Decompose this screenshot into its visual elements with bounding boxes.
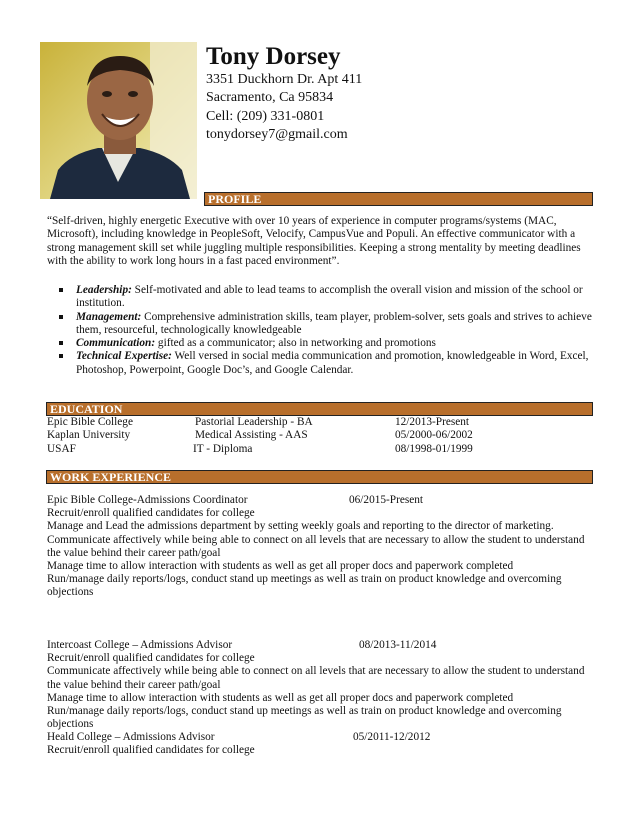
job-dates: 08/2013-11/2014 <box>359 639 437 651</box>
skill-label: Communication: <box>76 337 156 350</box>
degree: IT - Diploma <box>193 442 253 455</box>
email-address: tonydorsey7@gmail.com <box>206 126 348 142</box>
education-section-header: EDUCATION <box>46 402 593 416</box>
dates: 05/2000-06/2002 <box>395 429 473 442</box>
contact-block <box>206 71 362 144</box>
job-header <box>47 731 592 744</box>
profile-skills-list <box>47 284 592 377</box>
skill-label: Technical Expertise: <box>76 350 172 363</box>
work-section-header: WORK EXPERIENCE <box>46 470 593 484</box>
school-name: Kaplan University <box>47 429 131 442</box>
list-item <box>47 311 592 338</box>
bullet-icon <box>59 315 63 319</box>
school-name: USAF <box>47 442 76 455</box>
job-duty: Recruit/enroll qualified candidates for college <box>47 652 255 665</box>
profile-summary: “Self-driven, highly energetic Executive with over 10 years of experience in computer programs/systems (MAC, Microsoft), including knowledge in PeopleSoft, Velocify, CampusVue and Populi. An effective communicator with a strong management skill set while juggling multiple responsibilities. Keeping a strong mentality by meeting deadlines with the ability to work long hours in a fast paced environment”. <box>47 215 581 268</box>
job-title: Heald College – Admissions Advisor <box>47 731 215 743</box>
job-title: Intercoast College – Admissions Advisor <box>47 639 233 651</box>
dates: 12/2013-Present <box>395 416 470 428</box>
job-duty: Manage time to allow interaction with students as well as get all proper docs and paperwork completed <box>47 560 514 572</box>
job-duty: Recruit/enroll qualified candidates for college <box>47 507 255 520</box>
person-name: Tony Dorsey <box>206 43 341 70</box>
person-portrait-image <box>40 42 197 199</box>
job-duty: Communicate affectively while being able to connect on all levels that are necessary to allow the student to understand the value behind their career path/goal <box>47 665 585 691</box>
job-dates: 06/2015-Present <box>349 494 424 506</box>
degree: Medical Assisting - AAS <box>195 429 308 442</box>
job-entry <box>47 731 592 757</box>
cell-phone: Cell: (209) 331-0801 <box>206 108 325 124</box>
list-item <box>47 337 592 350</box>
bullet-icon <box>59 354 63 358</box>
skill-text: gifted as a communicator; also in networking and promotions <box>155 337 436 350</box>
school-name: Epic Bible College <box>47 416 133 428</box>
job-duty: Manage and Lead the admissions department by setting weekly goals and reporting to the director of marketing. <box>47 520 554 533</box>
skill-text: Comprehensive administration skills, team player, problem-solver, sets goals and strives to achieve them, resourceful, technologically knowledgeable <box>76 310 592 336</box>
job-entry <box>47 639 592 731</box>
address-line-2: Sacramento, Ca 95834 <box>206 90 334 106</box>
profile-photo <box>40 42 197 199</box>
job-dates: 05/2011-12/2012 <box>353 731 431 743</box>
degree: Pastorial Leadership - BA <box>195 416 313 428</box>
skill-label: Leadership: <box>76 284 132 296</box>
bullet-icon <box>59 288 63 292</box>
job-header <box>47 639 592 652</box>
dates: 08/1998-01/1999 <box>395 442 473 455</box>
list-item <box>47 284 592 311</box>
skill-label: Management: <box>76 310 142 323</box>
bullet-icon <box>59 341 63 345</box>
table-row <box>47 416 592 429</box>
skill-text: Well versed in social media communication and promotion, knowledgeable in Word, Excel, Photoshop, Powerpoint, Google Doc’s, and Google Calendar. <box>76 350 589 376</box>
skill-text: Self-motivated and able to lead teams to accomplish the overall vision and mission of the school or institution. <box>76 284 583 310</box>
job-duty: Run/manage daily reports/logs, conduct stand up meetings as well as train on product knowledge and overcoming objections <box>47 705 562 731</box>
education-table <box>47 416 592 456</box>
profile-section-header: PROFILE <box>204 192 593 206</box>
table-row <box>47 429 592 442</box>
job-duty: Recruit/enroll qualified candidates for college <box>47 744 255 757</box>
job-entry <box>47 494 592 600</box>
job-header <box>47 494 592 507</box>
table-row <box>47 443 592 456</box>
job-duty: Manage time to allow interaction with students as well as get all proper docs and paperwork completed <box>47 691 514 704</box>
list-item <box>47 350 592 377</box>
address-line-1: 3351 Duckhorn Dr. Apt 411 <box>206 72 363 87</box>
job-duty: Run/manage daily reports/logs, conduct stand up meetings as well as train on product knowledge and overcoming objections <box>47 573 562 599</box>
job-duty: Communicate affectively while being able to connect on all levels that are necessary to allow the student to understand the value behind their career path/goal <box>47 533 585 559</box>
job-title: Epic Bible College-Admissions Coordinator <box>47 494 248 506</box>
